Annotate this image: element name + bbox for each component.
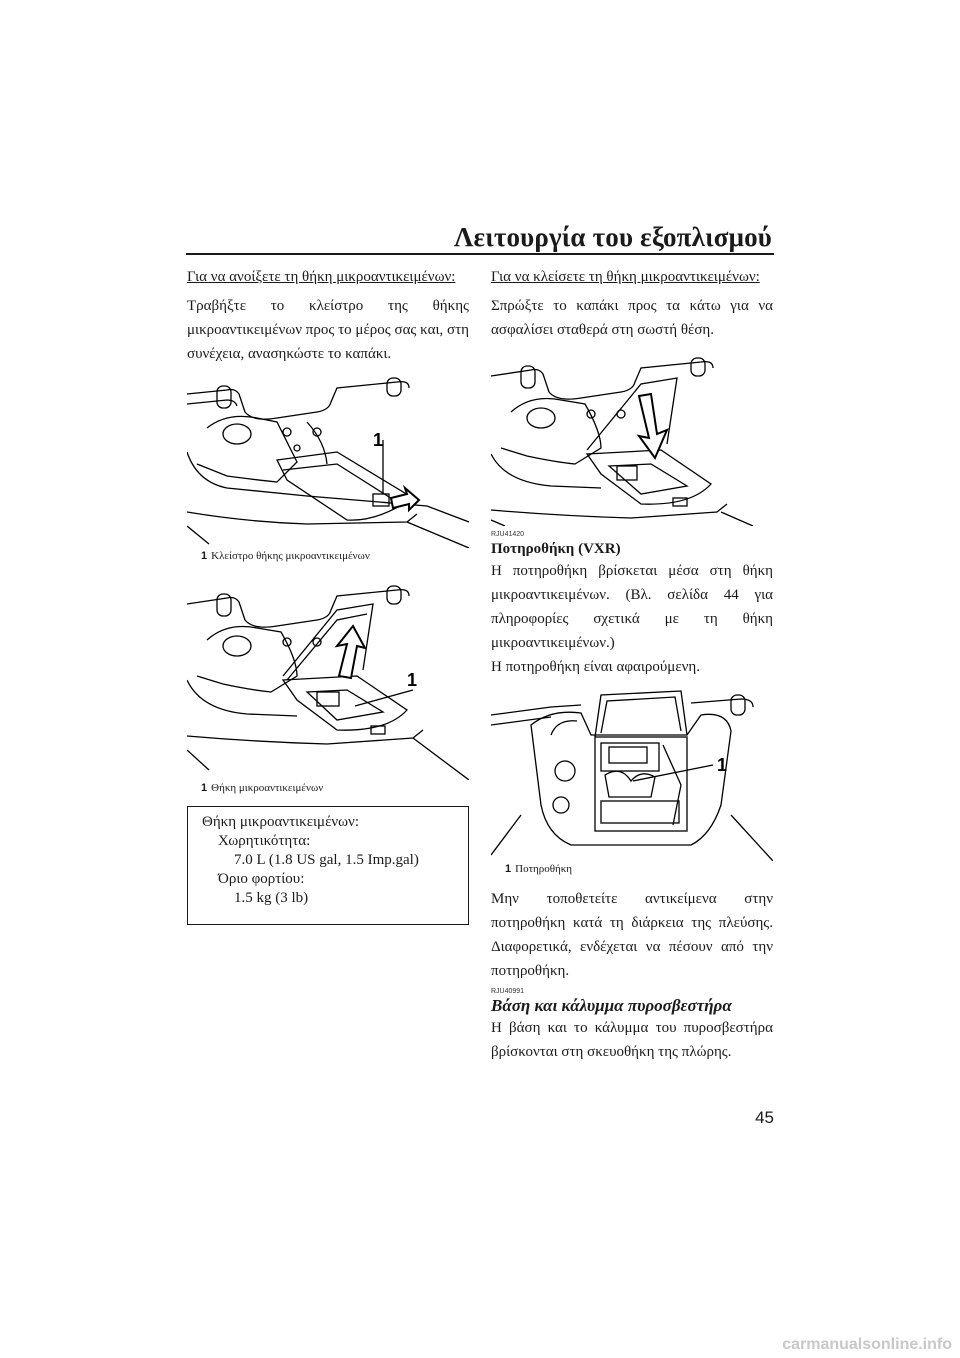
latch-callout: 1	[373, 430, 384, 450]
figure-latch	[187, 372, 469, 564]
figure-close	[491, 350, 773, 526]
page-header-title: Λειτουργία του εξοπλισμού	[453, 222, 772, 252]
open-heading: Για να ανοίξετε τη θήκη μικροαντικειμένων:	[187, 269, 456, 285]
cupholder-text3: Μην τοποθετείτε αντικείμενα στην ποτηροθήκη κατά τη διάρκεια της πλεύσης. Διαφορετικά, ενδέχεται να πέσουν από την ποτηροθήκη.	[491, 891, 773, 979]
close-heading: Για να κλείσετε τη θήκη μικροαντικειμένων:	[491, 269, 760, 285]
cupholder-callout: 1	[717, 755, 728, 775]
header-rule	[186, 253, 774, 255]
extinguisher-text: Η βάση και το κάλυμμα του πυροσβεστήρα βρίσκονται στη σκευοθήκη της πλώρης.	[491, 1020, 773, 1060]
extinguisher-code: RJU40991	[491, 988, 525, 995]
spec-box	[187, 806, 469, 925]
left-column	[187, 266, 469, 925]
latch-caption: 1 Κλείστρο θήκης μικροαντικειμένων	[201, 550, 370, 562]
close-text: Σπρώξτε το καπάκι προς τα κάτω για να ασφαλίσει σταθερά στη σωστή θέση.	[491, 298, 773, 338]
cupholder-text1: Η ποτηροθήκη βρίσκεται μέσα στη θήκη μικροαντικειμένων. (Βλ. σελίδα 44 για πληροφορίες σχετικά με τη θήκη μικροαντικειμένων.)	[491, 563, 773, 651]
storage-caption: 1 Θήκη μικροαντικειμένων	[201, 782, 324, 794]
spec-capacity-value: 7.0 L (1.8 US gal, 1.5 Imp.gal)	[234, 852, 419, 868]
cupholder-code: RJU41420	[491, 531, 525, 538]
spec-load-value: 1.5 kg (3 lb)	[234, 890, 309, 906]
spec-capacity-label: Χωρητικότητα:	[218, 833, 311, 849]
cupholder-text2: Η ποτηροθήκη είναι αφαιρούμενη.	[491, 659, 700, 675]
storage-illustration	[187, 580, 469, 780]
close-illustration	[491, 350, 773, 526]
storage-callout: 1	[407, 670, 418, 690]
cupholder-caption: 1 Ποτηροθήκη	[505, 863, 573, 875]
figure-storage	[187, 580, 469, 796]
figure-cupholder	[491, 685, 773, 877]
open-text: Τραβήξτε το κλείστρο της θήκης μικροαντικειμένων προς το μέρος σας και, στη συνέχεια, ανασηκώστε το καπάκι.	[187, 298, 469, 362]
spec-load-label: Όριο φορτίου:	[218, 871, 305, 887]
cupholder-illustration	[491, 685, 773, 861]
right-column	[491, 266, 773, 1064]
extinguisher-title: Βάση και κάλυμμα πυροσβεστήρα	[491, 996, 732, 1015]
cupholder-title: Ποτηροθήκη (VXR)	[491, 541, 621, 557]
watermark: carmanualsonline.info	[782, 1336, 952, 1353]
latch-illustration	[187, 372, 469, 548]
spec-title: Θήκη μικροαντικειμένων:	[202, 814, 359, 830]
page-number: 45	[755, 1108, 774, 1127]
